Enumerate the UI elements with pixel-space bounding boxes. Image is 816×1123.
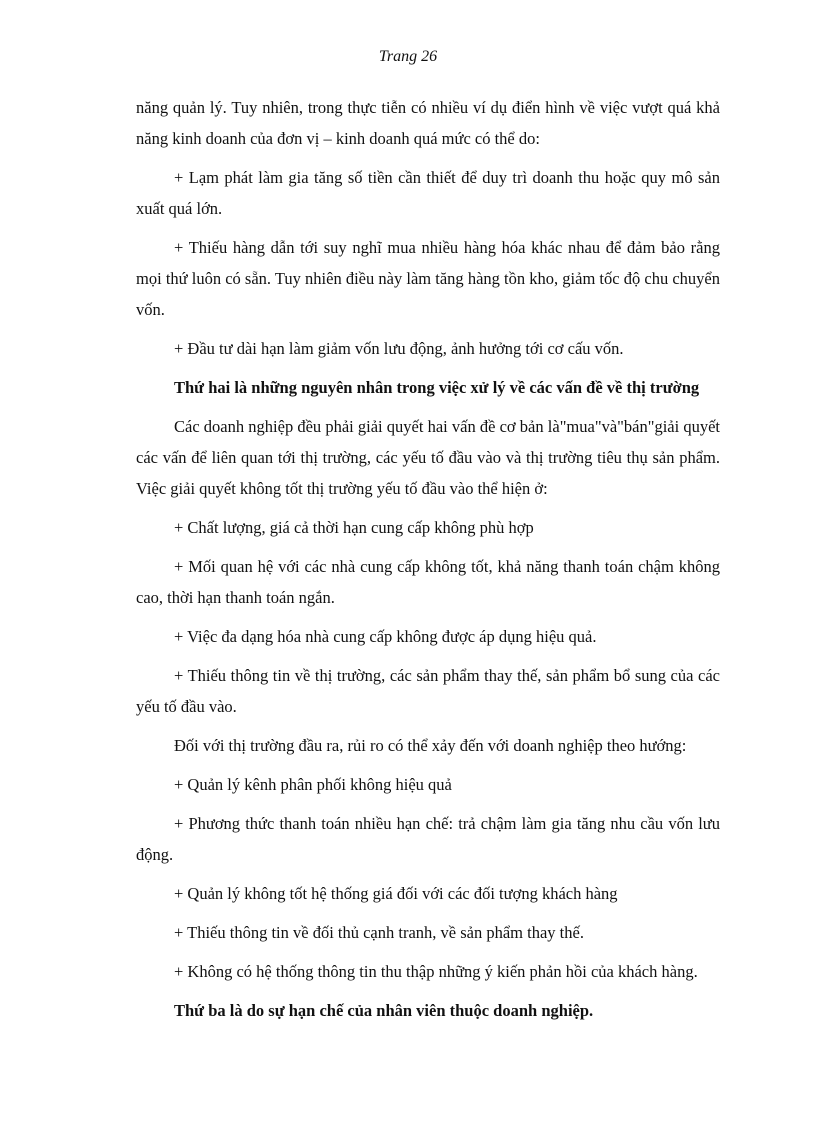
bullet-item: + Việc đa dạng hóa nhà cung cấp không được áp dụng hiệu quả. — [174, 627, 597, 646]
bullet-item: + Mối quan hệ với các nhà cung cấp không tốt, khả năng thanh toán chậm không cao, thời hạn thanh toán ngắn. — [136, 557, 720, 607]
bullet-item: + Thiếu thông tin về thị trường, các sản phẩm thay thế, sản phẩm bổ sung của các yếu tố đầu vào. — [136, 666, 720, 716]
document-body — [136, 92, 720, 1034]
bullet-item: + Quản lý kênh phân phối không hiệu quả — [174, 775, 452, 794]
section-heading: Thứ hai là những nguyên nhân trong việc xử lý về các vấn đề về thị trường — [174, 378, 700, 397]
bullet-item: + Lạm phát làm gia tăng số tiền cần thiết để duy trì doanh thu hoặc quy mô sản xuất quá lớn. — [136, 168, 720, 218]
paragraph: năng quản lý. Tuy nhiên, trong thực tiễn có nhiều ví dụ điển hình về việc vượt quá khả năng kinh doanh của đơn vị – kinh doanh quá mức có thể do: — [136, 98, 720, 148]
section-heading: Thứ ba là do sự hạn chế của nhân viên thuộc doanh nghiệp. — [174, 1001, 594, 1020]
paragraph: Đối với thị trường đầu ra, rủi ro có thể xảy đến với doanh nghiệp theo hướng: — [174, 736, 687, 755]
bullet-item: + Thiếu thông tin về đối thủ cạnh tranh, về sản phẩm thay thế. — [174, 923, 584, 942]
bullet-item: + Đầu tư dài hạn làm giảm vốn lưu động, ảnh hưởng tới cơ cấu vốn. — [174, 339, 624, 358]
bullet-item: + Phương thức thanh toán nhiều hạn chế: trả chậm làm gia tăng nhu cầu vốn lưu động. — [136, 814, 720, 864]
bullet-item: + Chất lượng, giá cả thời hạn cung cấp không phù hợp — [174, 518, 534, 537]
bullet-item: + Không có hệ thống thông tin thu thập những ý kiến phản hồi của khách hàng. — [174, 962, 698, 981]
bullet-item: + Quản lý không tốt hệ thống giá đối với các đối tượng khách hàng — [174, 884, 618, 903]
bullet-item: + Thiếu hàng dẫn tới suy nghĩ mua nhiều hàng hóa khác nhau để đảm bảo rằng mọi thứ luôn có sẵn. Tuy nhiên điều này làm tăng hàng tồn kho, giảm tốc độ chu chuyển vốn. — [136, 238, 720, 319]
paragraph: Các doanh nghiệp đều phải giải quyết hai vấn đề cơ bản là"mua"và"bán"giải quyết các vấn để liên quan tới thị trường, các yếu tố đầu vào và thị trường tiêu thụ sản phẩm. Việc giải quyết không tốt thị trường yếu tố đầu vào thể hiện ở: — [136, 417, 720, 498]
page-header: Trang 26 — [378, 48, 438, 65]
